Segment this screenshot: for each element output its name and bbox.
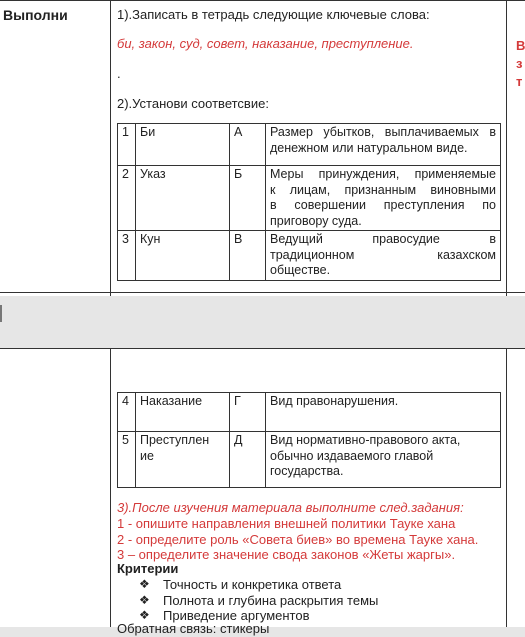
- list-item: ❖ Точность и конкретика ответа: [139, 577, 342, 592]
- task-3-text: 3).После изучения материала выполните след.задания:: [117, 500, 464, 515]
- matching-table: [117, 123, 501, 281]
- column-divider-right: [506, 0, 507, 296]
- page-gap-marker: [0, 305, 2, 322]
- row-definition: Меры принуждения, применяемые к лицам, признанным виновными в совершении преступления по приговору суда.: [266, 166, 501, 231]
- row-term: Указ: [136, 166, 230, 231]
- row-definition: Ведущий правосудие в традиционном казахском обществе.: [266, 231, 501, 281]
- row-number: 5: [118, 432, 136, 488]
- table-top-border: [0, 348, 525, 349]
- criteria-title: Критерии: [117, 561, 179, 576]
- row-letter: А: [230, 124, 266, 166]
- row-term: Наказание: [136, 393, 230, 432]
- row-definition: Вид правонарушения.: [266, 393, 501, 432]
- row-number: 4: [118, 393, 136, 432]
- row-term: Кун: [136, 231, 230, 281]
- table-top-border: [0, 0, 525, 1]
- list-item: ❖ Приведение аргументов: [139, 608, 310, 623]
- table-bottom-border: [0, 292, 525, 293]
- row-term: Би: [136, 124, 230, 166]
- table-row: [118, 124, 501, 166]
- document-page-top: [0, 0, 525, 296]
- row-label: Выполни: [3, 7, 68, 23]
- table-row: [118, 231, 501, 281]
- table-row: [118, 432, 501, 488]
- task-1-text: 1).Записать в тетрадь следующие ключевые слова:: [117, 7, 430, 22]
- subtask-3: 3 – определите значение свода законов «Жеты жаргы».: [117, 547, 456, 562]
- row-term: Преступлен ие: [136, 432, 230, 488]
- row-number: 1: [118, 124, 136, 166]
- subtask-2: 2 - определите роль «Совета биев» во времена Тауке хана.: [117, 532, 479, 547]
- row-letter: Б: [230, 166, 266, 231]
- clipped-right-text-1: В: [516, 38, 525, 53]
- clipped-right-text-2: з: [516, 56, 523, 71]
- clipped-right-text-3: т: [516, 74, 523, 89]
- row-number: 3: [118, 231, 136, 281]
- row-number: 2: [118, 166, 136, 231]
- keywords-text: би, закон, суд, совет, наказание, преступление.: [117, 36, 414, 51]
- list-item: ❖ Полнота и глубина раскрытия темы: [139, 592, 379, 608]
- subtask-1: 1 - опишите направления внешней политики Тауке хана: [117, 516, 456, 531]
- table-row: [118, 166, 501, 231]
- column-divider-left: [110, 0, 111, 296]
- row-definition: Размер убытков, выплачиваемых в денежном или натуральном виде.: [266, 124, 501, 166]
- document-page-bottom: [0, 348, 525, 636]
- table-row: [118, 393, 501, 432]
- row-letter: Д: [230, 432, 266, 488]
- matching-table-continued: [117, 392, 501, 488]
- column-divider-left: [110, 348, 111, 627]
- row-definition: Вид нормативно-правового акта, обычно издаваемого главой государства.: [266, 432, 501, 488]
- task-2-text: 2).Установи соответсвие:: [117, 96, 269, 111]
- stray-dot: .: [117, 66, 121, 81]
- cut-off-text: Обратная связь: стикеры: [117, 621, 270, 636]
- diamond-bullet-icon: ❖: [139, 577, 150, 591]
- column-divider-right: [506, 348, 507, 627]
- diamond-bullet-icon: ❖: [139, 608, 150, 622]
- diamond-bullet-icon: ❖: [139, 592, 150, 607]
- row-letter: В: [230, 231, 266, 281]
- row-letter: Г: [230, 393, 266, 432]
- criteria-list: [139, 577, 378, 624]
